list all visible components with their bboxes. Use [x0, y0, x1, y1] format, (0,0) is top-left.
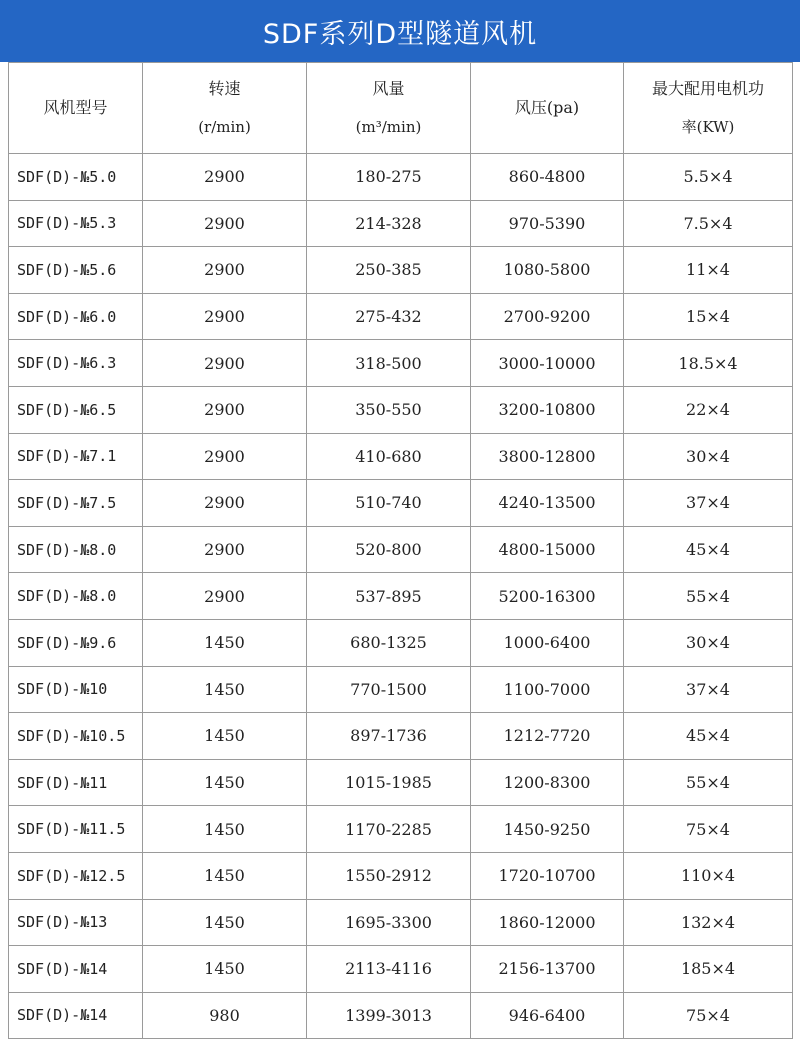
speed-cell: 1450: [143, 946, 307, 993]
model-cell: SDF(D)-№11.5: [9, 806, 143, 853]
model-cell: SDF(D)-№8.0: [9, 526, 143, 573]
airflow-cell: 214-328: [307, 200, 471, 247]
model-cell: SDF(D)-№12.5: [9, 852, 143, 899]
pressure-cell: 860-4800: [471, 154, 624, 201]
power-cell: 7.5×4: [624, 200, 793, 247]
speed-cell: 2900: [143, 480, 307, 527]
table-row: [9, 526, 793, 573]
power-cell: 30×4: [624, 619, 793, 666]
airflow-cell: 1170-2285: [307, 806, 471, 853]
model-cell: SDF(D)-№14: [9, 946, 143, 993]
model-cell: SDF(D)-№7.1: [9, 433, 143, 480]
speed-cell: 1450: [143, 713, 307, 760]
table-row: [9, 200, 793, 247]
pressure-cell: 2700-9200: [471, 293, 624, 340]
table-row: [9, 433, 793, 480]
model-cell: SDF(D)-№5.0: [9, 154, 143, 201]
table-row: [9, 340, 793, 387]
table-row: [9, 806, 793, 853]
model-cell: SDF(D)-№11: [9, 759, 143, 806]
table-body: [9, 154, 793, 1039]
model-cell: SDF(D)-№5.3: [9, 200, 143, 247]
pressure-cell: 970-5390: [471, 200, 624, 247]
power-cell: 45×4: [624, 526, 793, 573]
power-cell: 30×4: [624, 433, 793, 480]
table-row: [9, 386, 793, 433]
power-cell: 22×4: [624, 386, 793, 433]
table-row: [9, 573, 793, 620]
power-cell: 55×4: [624, 759, 793, 806]
speed-cell: 1450: [143, 619, 307, 666]
airflow-cell: 318-500: [307, 340, 471, 387]
speed-cell: 2900: [143, 247, 307, 294]
power-cell: 132×4: [624, 899, 793, 946]
spec-table: [8, 62, 793, 1039]
airflow-cell: 510-740: [307, 480, 471, 527]
power-cell: 37×4: [624, 666, 793, 713]
speed-cell: 1450: [143, 806, 307, 853]
speed-cell: 1450: [143, 852, 307, 899]
pressure-cell: 1720-10700: [471, 852, 624, 899]
model-cell: SDF(D)-№8.0: [9, 573, 143, 620]
pressure-cell: 1212-7720: [471, 713, 624, 760]
pressure-cell: 1100-7000: [471, 666, 624, 713]
pressure-cell: 1450-9250: [471, 806, 624, 853]
power-cell: 55×4: [624, 573, 793, 620]
table-row: [9, 247, 793, 294]
speed-cell: 980: [143, 992, 307, 1039]
page-title: SDF系列D型隧道风机: [0, 0, 800, 62]
table-row: [9, 480, 793, 527]
airflow-cell: 250-385: [307, 247, 471, 294]
table-row: [9, 899, 793, 946]
table-row: [9, 992, 793, 1039]
airflow-cell: 180-275: [307, 154, 471, 201]
airflow-cell: 1015-1985: [307, 759, 471, 806]
pressure-cell: 1080-5800: [471, 247, 624, 294]
airflow-cell: 1399-3013: [307, 992, 471, 1039]
power-cell: 185×4: [624, 946, 793, 993]
airflow-cell: 2113-4116: [307, 946, 471, 993]
speed-cell: 1450: [143, 666, 307, 713]
model-cell: SDF(D)-№6.5: [9, 386, 143, 433]
pressure-cell: 5200-16300: [471, 573, 624, 620]
speed-cell: 1450: [143, 899, 307, 946]
header-power: 最大配用电机功 率(KW): [624, 63, 793, 154]
speed-cell: 2900: [143, 433, 307, 480]
speed-cell: 2900: [143, 386, 307, 433]
pressure-cell: 4800-15000: [471, 526, 624, 573]
model-cell: SDF(D)-№10.5: [9, 713, 143, 760]
header-row: [9, 63, 793, 154]
power-cell: 110×4: [624, 852, 793, 899]
airflow-cell: 680-1325: [307, 619, 471, 666]
power-cell: 15×4: [624, 293, 793, 340]
power-cell: 5.5×4: [624, 154, 793, 201]
airflow-cell: 275-432: [307, 293, 471, 340]
pressure-cell: 1860-12000: [471, 899, 624, 946]
table-row: [9, 154, 793, 201]
airflow-cell: 350-550: [307, 386, 471, 433]
pressure-cell: 3000-10000: [471, 340, 624, 387]
model-cell: SDF(D)-№10: [9, 666, 143, 713]
airflow-cell: 537-895: [307, 573, 471, 620]
header-airflow: 风量 (m³/min): [307, 63, 471, 154]
pressure-cell: 946-6400: [471, 992, 624, 1039]
airflow-cell: 1695-3300: [307, 899, 471, 946]
table-row: [9, 713, 793, 760]
model-cell: SDF(D)-№13: [9, 899, 143, 946]
power-cell: 75×4: [624, 806, 793, 853]
power-cell: 45×4: [624, 713, 793, 760]
table-row: [9, 852, 793, 899]
airflow-cell: 770-1500: [307, 666, 471, 713]
header-model: 风机型号: [9, 63, 143, 154]
model-cell: SDF(D)-№9.6: [9, 619, 143, 666]
power-cell: 11×4: [624, 247, 793, 294]
model-cell: SDF(D)-№6.3: [9, 340, 143, 387]
speed-cell: 1450: [143, 759, 307, 806]
table-row: [9, 946, 793, 993]
pressure-cell: 3800-12800: [471, 433, 624, 480]
speed-cell: 2900: [143, 154, 307, 201]
speed-cell: 2900: [143, 293, 307, 340]
model-cell: SDF(D)-№6.0: [9, 293, 143, 340]
pressure-cell: 2156-13700: [471, 946, 624, 993]
header-speed: 转速 (r/min): [143, 63, 307, 154]
speed-cell: 2900: [143, 526, 307, 573]
airflow-cell: 1550-2912: [307, 852, 471, 899]
airflow-cell: 520-800: [307, 526, 471, 573]
table-row: [9, 759, 793, 806]
power-cell: 75×4: [624, 992, 793, 1039]
airflow-cell: 897-1736: [307, 713, 471, 760]
model-cell: SDF(D)-№5.6: [9, 247, 143, 294]
speed-cell: 2900: [143, 200, 307, 247]
speed-cell: 2900: [143, 573, 307, 620]
table-row: [9, 666, 793, 713]
header-pressure: 风压(pa): [471, 63, 624, 154]
power-cell: 37×4: [624, 480, 793, 527]
table-row: [9, 619, 793, 666]
pressure-cell: 4240-13500: [471, 480, 624, 527]
pressure-cell: 1200-8300: [471, 759, 624, 806]
airflow-cell: 410-680: [307, 433, 471, 480]
pressure-cell: 3200-10800: [471, 386, 624, 433]
table-row: [9, 293, 793, 340]
speed-cell: 2900: [143, 340, 307, 387]
pressure-cell: 1000-6400: [471, 619, 624, 666]
model-cell: SDF(D)-№14: [9, 992, 143, 1039]
model-cell: SDF(D)-№7.5: [9, 480, 143, 527]
power-cell: 18.5×4: [624, 340, 793, 387]
